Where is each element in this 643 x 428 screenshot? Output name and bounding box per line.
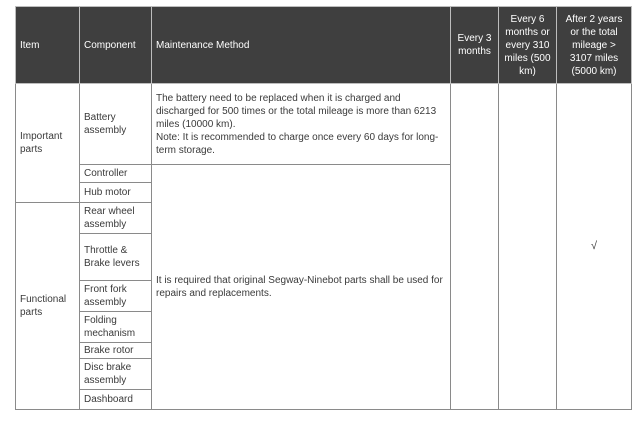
method-battery	[152, 84, 451, 165]
component-hub-motor: Hub motor	[80, 183, 152, 203]
header-every-3-months: Every 3 months	[451, 7, 499, 84]
method-battery-text: The battery need to be replaced when it is charged and discharged for 500 times or the total mileage is more than 6213 miles (10000 km).	[156, 92, 437, 130]
method-battery-note: Note: It is recommended to charge once every 60 days for long-term storage.	[156, 131, 439, 156]
component-dashboard: Dashboard	[80, 390, 152, 410]
every-3-months-cell	[451, 84, 499, 410]
header-every-6-months: Every 6 months or every 310 miles (500 km)	[499, 7, 557, 84]
maintenance-table-container	[15, 6, 631, 410]
component-front-fork: Front fork assembly	[80, 281, 152, 312]
component-folding-mechanism: Folding mechanism	[80, 312, 152, 343]
table-row	[16, 84, 632, 165]
method-original-parts: It is required that original Segway-Ninebot parts shall be used for repairs and replacements.	[152, 165, 451, 410]
component-disc-brake: Disc brake assembly	[80, 359, 152, 390]
component-controller: Controller	[80, 165, 152, 183]
component-brake-rotor: Brake rotor	[80, 343, 152, 359]
component-rear-wheel: Rear wheel assembly	[80, 203, 152, 234]
every-6-months-cell	[499, 84, 557, 410]
header-maintenance-method: Maintenance Method	[152, 7, 451, 84]
component-battery: Battery assembly	[80, 84, 152, 165]
header-component: Component	[80, 7, 152, 84]
header-item: Item	[16, 7, 80, 84]
component-throttle-brake-levers: Throttle & Brake levers	[80, 234, 152, 281]
header-after-2-years: After 2 years or the total mileage > 3107 miles (5000 km)	[557, 7, 632, 84]
maintenance-table	[15, 6, 632, 410]
after-2-years-checkmark: √	[557, 84, 632, 410]
header-row	[16, 7, 632, 84]
group-important-parts: Important parts	[16, 84, 80, 203]
group-functional-parts: Functional parts	[16, 203, 80, 410]
